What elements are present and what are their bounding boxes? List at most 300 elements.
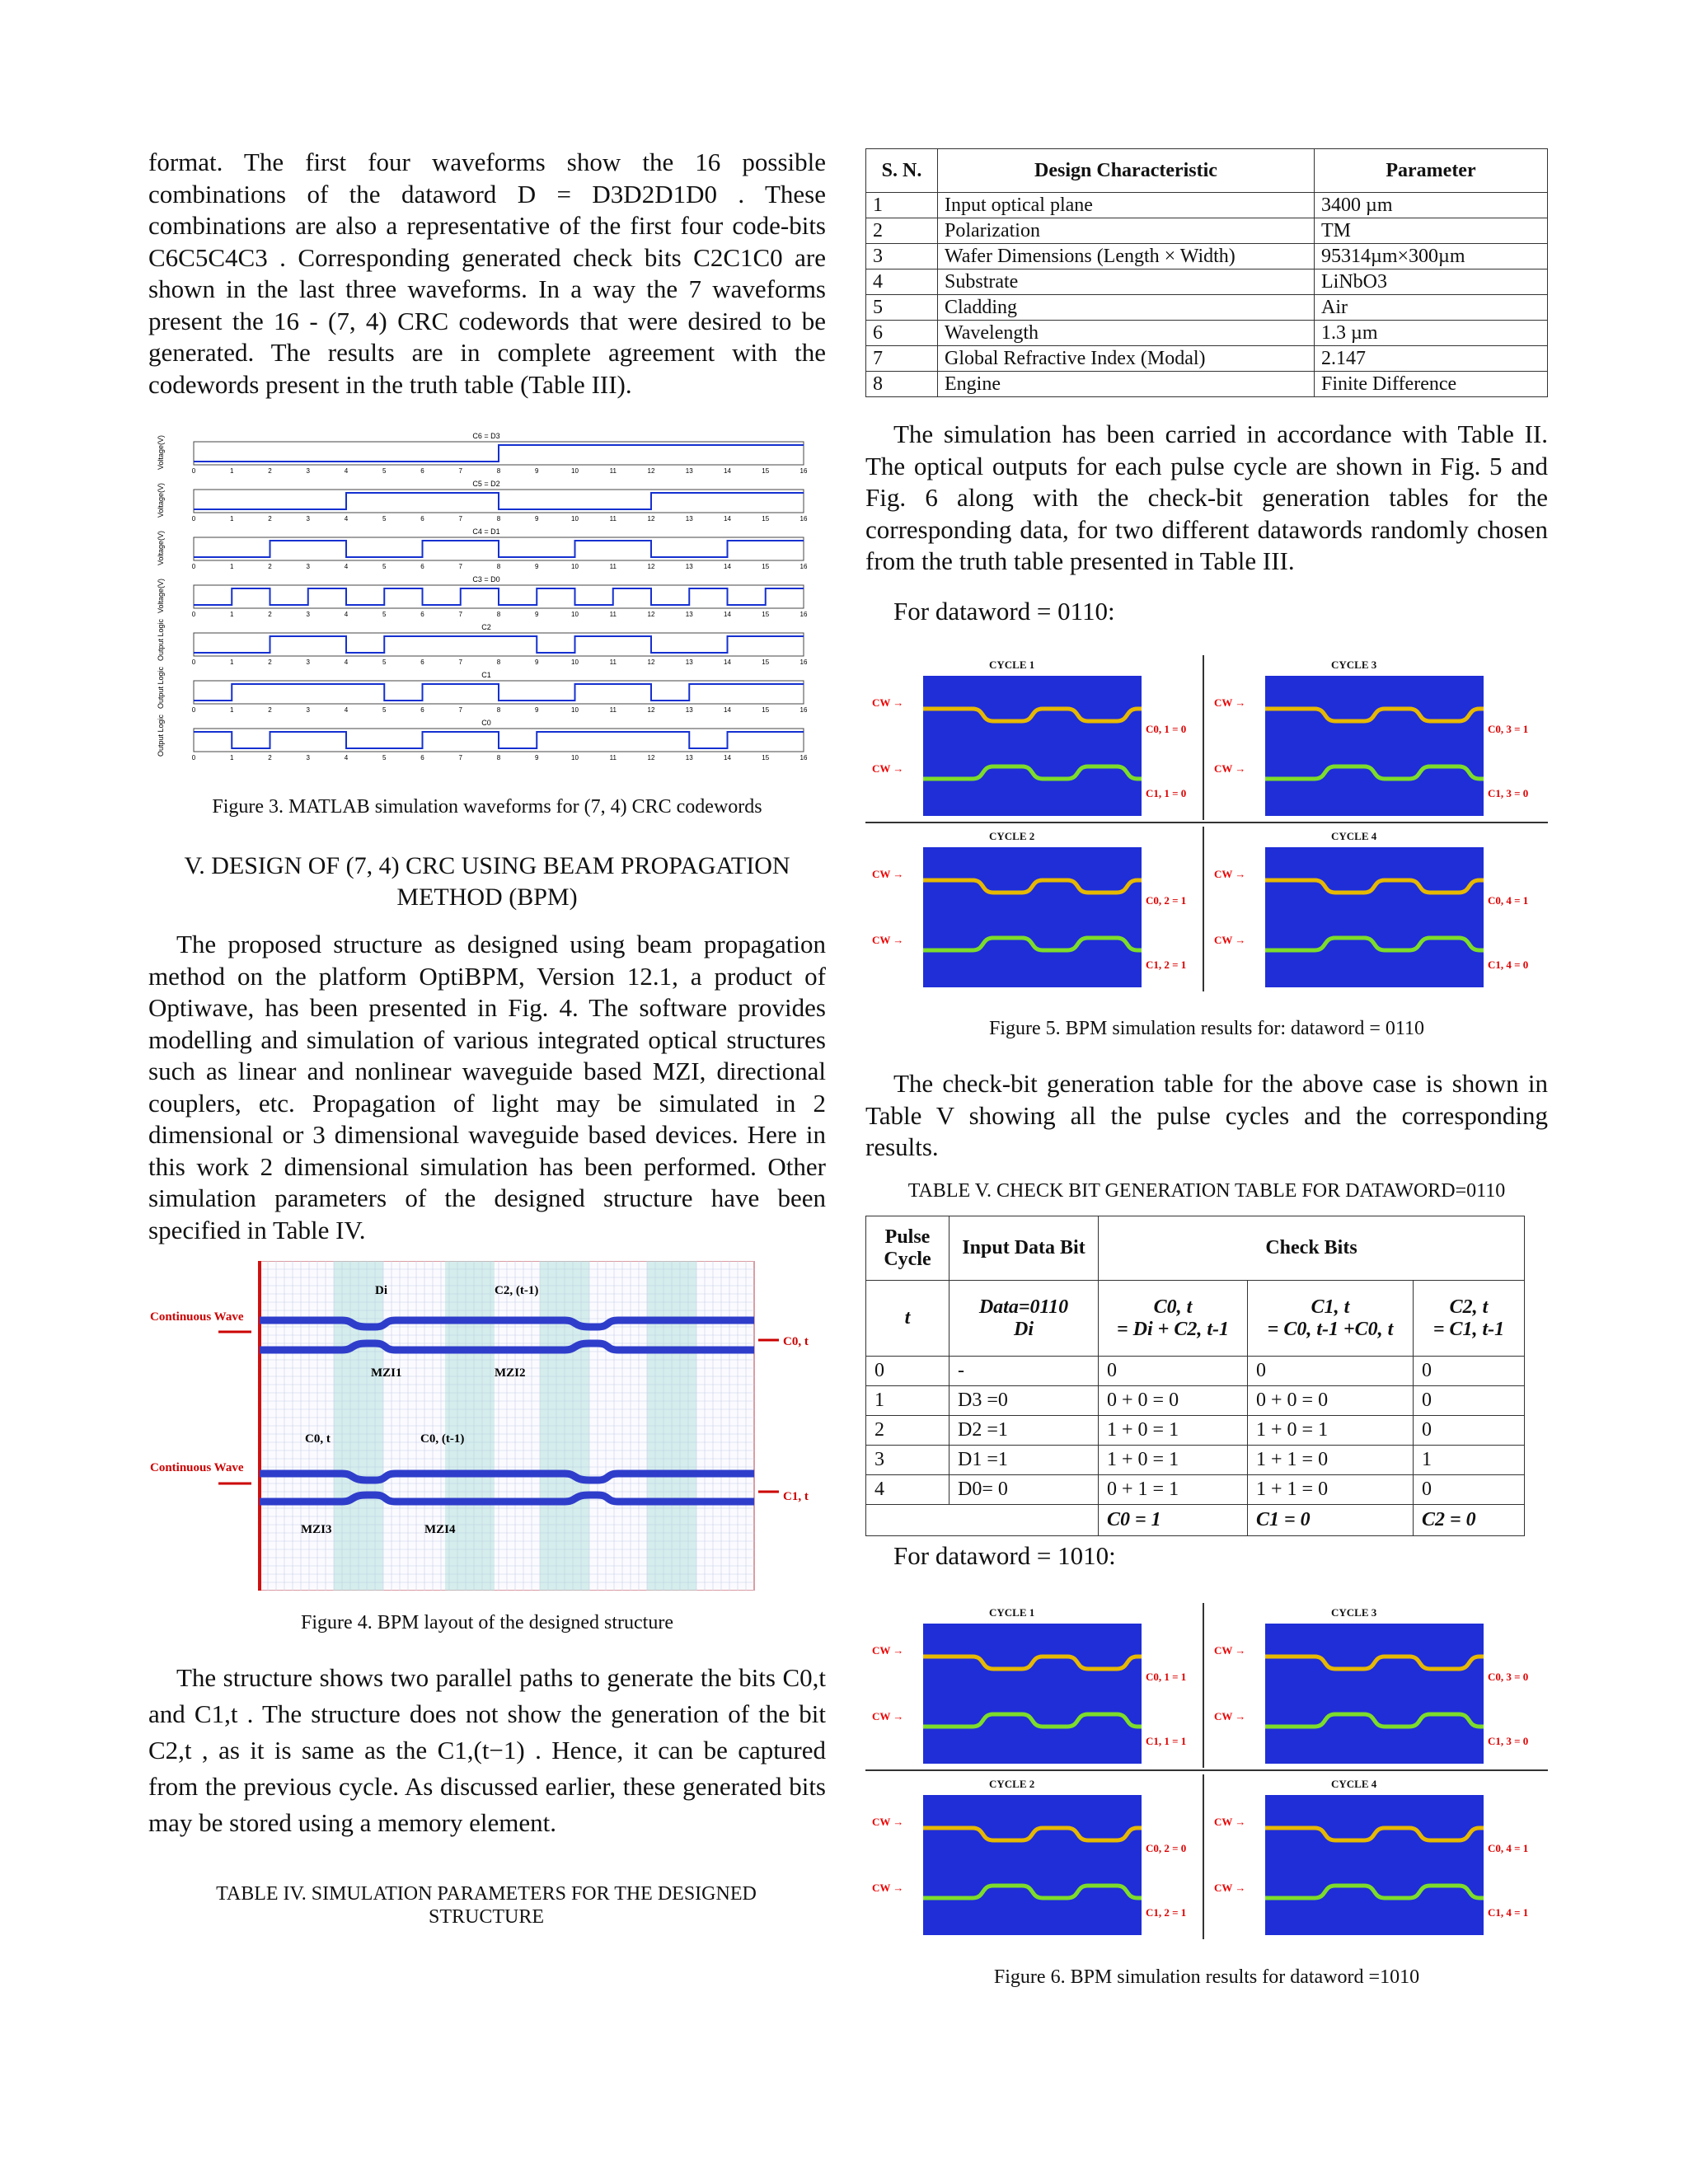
tick-label: 4 [344, 515, 349, 523]
mzi1-label: MZI1 [371, 1366, 402, 1380]
tick-label: 0 [191, 467, 196, 475]
tick-label: 9 [535, 515, 539, 523]
c2-label: C2, (t-1) [495, 1284, 539, 1297]
mzi4-label: MZI4 [424, 1523, 456, 1536]
tick-label: 2 [268, 563, 272, 570]
c0t1-label: C0, (t-1) [420, 1432, 465, 1446]
tick-label: 3 [306, 658, 310, 666]
table-4-title: TABLE IV. SIMULATION PARAMETERS FOR THE DESIGNED STRUCTURE [216, 1883, 757, 1928]
output-c0-label: C0, 1 = 0 [1146, 723, 1187, 735]
waveform-trace [194, 493, 804, 509]
tick-label: 11 [609, 706, 617, 714]
t4-header-sn: S. N. [866, 149, 938, 193]
c0t-label: C0, t [305, 1432, 331, 1446]
t5-cell: 1 + 1 = 0 [1248, 1475, 1414, 1505]
t5-cell: 0 [866, 1357, 950, 1386]
tick-label: 12 [647, 515, 655, 523]
tick-label: 6 [420, 754, 424, 762]
cw-input-label: CW → [1214, 868, 1246, 880]
continuous-wave-label-2: Continuous Wave [150, 1461, 244, 1474]
panel-divider [865, 822, 1548, 823]
tick-label: 16 [799, 611, 808, 618]
bpm-waveguides [923, 847, 1142, 987]
tick-label: 2 [268, 467, 272, 475]
bpm-panel [1265, 847, 1484, 987]
bpm-waveguides [923, 1624, 1142, 1764]
t4-cell: Substrate [938, 269, 1315, 295]
tick-label: 16 [799, 515, 808, 523]
table-row [866, 1416, 1525, 1446]
tick-label: 3 [306, 515, 310, 523]
t4-header-parameter: Parameter [1315, 149, 1548, 193]
t5-cell: 0 + 0 = 0 [1248, 1386, 1414, 1416]
t5-cell: 0 [1414, 1357, 1525, 1386]
tick-label: 3 [306, 754, 310, 762]
table-row [866, 1446, 1525, 1475]
tick-label: 15 [762, 754, 770, 762]
tick-label: 2 [268, 754, 272, 762]
output-c0-label: C0, 3 = 0 [1488, 1671, 1529, 1683]
panel-divider [1203, 655, 1204, 820]
waveform-ylabel: Voltage(V) [157, 434, 165, 470]
cw-input-label: CW → [1214, 762, 1246, 775]
tick-label: 13 [685, 706, 693, 714]
tick-label: 9 [535, 754, 539, 762]
tick-label: 7 [458, 611, 462, 618]
t5-result-c0: C0 = 1 [1099, 1505, 1248, 1536]
tick-label: 8 [496, 563, 501, 570]
table-row [866, 321, 1548, 346]
paragraph-structure: The structure shows two parallel paths to generate the bits C0,t and C1,t . The structure does not show the generation of the bit C2,t , as it is same as the C1,(t−1) . Hence, it can be captured from the previous cycle. As discussed earlier, these generated bits may be stored using a memory element. [148, 1663, 826, 1837]
t5-cell: D3 =0 [950, 1386, 1099, 1416]
waveform-title: C2 [481, 623, 491, 631]
figure-3-caption: Figure 3. MATLAB simulation waveforms for (7, 4) CRC codewords [212, 796, 762, 818]
tick-label: 4 [344, 706, 349, 714]
tick-label: 7 [458, 515, 462, 523]
figure-6-caption: Figure 6. BPM simulation results for dataword =1010 [993, 1966, 1420, 1988]
structure-paragraph-wrap [148, 1660, 826, 1841]
tick-label: 14 [724, 611, 731, 618]
tick-label: 5 [382, 706, 387, 714]
mzi-region [445, 1261, 495, 1591]
t5-cell: 3 [866, 1446, 950, 1475]
table-row [866, 346, 1548, 372]
bpm-panel [1265, 1624, 1484, 1764]
tick-label: 8 [496, 515, 501, 523]
t4-cell: 2 [866, 218, 938, 244]
output-c0-label: C0, 2 = 0 [1146, 1842, 1187, 1854]
output-c1-label: C1, 2 = 1 [1146, 1906, 1187, 1919]
t4-cell: Wavelength [938, 321, 1315, 346]
cw-input-label: CW → [872, 1816, 904, 1828]
table-row [866, 295, 1548, 321]
tick-label: 11 [609, 658, 617, 666]
tick-label: 13 [685, 563, 693, 570]
tick-label: 10 [571, 467, 579, 475]
figure-3-waveforms [157, 427, 816, 773]
t4-cell: 3400 µm [1315, 193, 1548, 218]
tick-label: 10 [571, 515, 579, 523]
waveform-ylabel: Output Logic [157, 714, 165, 757]
tick-label: 14 [724, 563, 731, 570]
t4-header-design: Design Characteristic [938, 149, 1315, 193]
bpm-waveguides [923, 676, 1142, 816]
output-c0-label: C0, 3 = 1 [1488, 723, 1529, 735]
table-row [866, 372, 1548, 397]
tick-label: 9 [535, 658, 539, 666]
cw-input-label: CW → [1214, 934, 1246, 946]
tick-label: 3 [306, 467, 310, 475]
t5-cell: D0= 0 [950, 1475, 1099, 1505]
t5-cell: 0 [1414, 1416, 1525, 1446]
t5-cell: 1 + 0 = 1 [1099, 1446, 1248, 1475]
t5-cell: 0 [1099, 1357, 1248, 1386]
tick-label: 1 [230, 754, 234, 762]
waveform-title: C0 [481, 719, 491, 727]
cw-input-label: CW → [872, 696, 904, 709]
tick-label: 12 [647, 754, 655, 762]
output-c1-label: C1, t [783, 1490, 809, 1503]
tick-label: 9 [535, 706, 539, 714]
tick-label: 14 [724, 706, 731, 714]
t4-cell: Global Refractive Index (Modal) [938, 346, 1315, 372]
dataword-1010-label: For dataword = 1010: [893, 1541, 1116, 1570]
tick-label: 3 [306, 611, 310, 618]
tick-label: 11 [609, 563, 617, 570]
bpm-waveguides [1265, 847, 1484, 987]
t4-cell: Input optical plane [938, 193, 1315, 218]
tick-label: 15 [762, 611, 770, 618]
t4-cell: 1.3 µm [1315, 321, 1548, 346]
tick-label: 7 [458, 754, 462, 762]
tick-label: 5 [382, 658, 387, 666]
t5-cell: 4 [866, 1475, 950, 1505]
cw-input-label: CW → [872, 1644, 904, 1657]
t4-cell: LiNbO3 [1315, 269, 1548, 295]
t5-result-c2: C2 = 0 [1414, 1505, 1525, 1536]
figure-5 [865, 655, 1548, 1001]
left-column [148, 147, 826, 401]
table-row [866, 244, 1548, 269]
t5-cell: 0 + 0 = 0 [1099, 1386, 1248, 1416]
cw-input-label: CW → [1214, 696, 1246, 709]
tick-label: 11 [609, 754, 617, 762]
panel-divider [1203, 1774, 1204, 1939]
table-5-body [866, 1357, 1525, 1505]
tick-label: 9 [535, 467, 539, 475]
bpm-waveguides [1265, 1795, 1484, 1935]
output-c0-label: C0, 4 = 1 [1488, 894, 1529, 907]
t4-cell: 5 [866, 295, 938, 321]
waveform-title: C4 = D1 [472, 527, 500, 536]
cw-input-label: CW → [1214, 1816, 1246, 1828]
bpm-waveguides [1265, 1624, 1484, 1764]
tick-label: 14 [724, 658, 731, 666]
output-c1-label: C1, 4 = 1 [1488, 1906, 1529, 1919]
mzi-region [647, 1261, 696, 1591]
tick-label: 10 [571, 706, 579, 714]
tick-label: 6 [420, 467, 424, 475]
bpm-waveguides [923, 1795, 1142, 1935]
waveform-trace [194, 445, 804, 462]
tick-label: 15 [762, 563, 770, 570]
cw-input-label: CW → [872, 762, 904, 775]
paragraph-intro: format. The first four waveforms show the 16 possible combinations of the dataword D = D3D2D1D0 . These combinations are also a representative of the first four code-bits C6C5C4C3 . Corresponding generated check bits C2C1C0 are shown in the last three waveforms. In a way the 7 waveforms present the 16 - (7, 4) CRC codewords that were desired to be generated. The results are in complete agreement with the codewords present in the truth table (Table III). [148, 148, 826, 399]
t5-cell: 1 [1414, 1446, 1525, 1475]
tick-label: 14 [724, 467, 731, 475]
tick-label: 10 [571, 754, 579, 762]
bpm-panel [1265, 1795, 1484, 1935]
t5-h-pulse: Pulse Cycle [866, 1216, 950, 1281]
t5-h-input: Input Data Bit [950, 1216, 1099, 1281]
mzi-region [540, 1261, 589, 1591]
table-row [866, 269, 1548, 295]
waveform-title: C3 = D0 [472, 575, 500, 583]
tick-label: 6 [420, 515, 424, 523]
tick-label: 15 [762, 467, 770, 475]
mzi2-label: MZI2 [495, 1366, 526, 1380]
table-row [866, 1357, 1525, 1386]
t4-cell: 4 [866, 269, 938, 295]
waveform-title: C1 [481, 671, 491, 679]
table-4 [865, 148, 1548, 397]
tick-label: 4 [344, 754, 349, 762]
tick-label: 0 [191, 515, 196, 523]
table-row [866, 1386, 1525, 1416]
tick-label: 0 [191, 611, 196, 618]
t5-result-blank [866, 1505, 1099, 1536]
tick-label: 8 [496, 658, 501, 666]
tick-label: 13 [685, 658, 693, 666]
figure-4-layout [148, 1261, 832, 1591]
t5-cell: 1 + 0 = 1 [1248, 1416, 1414, 1446]
tick-label: 0 [191, 706, 196, 714]
figure-3 [157, 427, 816, 773]
t5-cell: 1 + 1 = 0 [1248, 1446, 1414, 1475]
tick-label: 11 [609, 515, 617, 523]
tick-label: 6 [420, 563, 424, 570]
cw-input-label: CW → [1214, 1882, 1246, 1894]
t5-h-c1: C1, t = C0, t-1 +C0, t [1248, 1281, 1414, 1357]
tick-label: 4 [344, 658, 349, 666]
cycle-title: CYCLE 2 [989, 830, 1035, 842]
tick-label: 15 [762, 658, 770, 666]
tick-label: 16 [799, 754, 808, 762]
t5-h-t: t [866, 1281, 950, 1357]
tick-label: 5 [382, 563, 387, 570]
output-c0-label: C0, 2 = 1 [1146, 894, 1187, 907]
tick-label: 16 [799, 563, 808, 570]
panel-divider [1203, 1603, 1204, 1768]
waveform-trace [194, 541, 804, 557]
tick-label: 1 [230, 563, 234, 570]
t5-cell: D2 =1 [950, 1416, 1099, 1446]
waveform-title: C6 = D3 [472, 432, 500, 440]
tick-label: 6 [420, 706, 424, 714]
cw-input-label: CW → [1214, 1710, 1246, 1722]
t4-cell: Wafer Dimensions (Length × Width) [938, 244, 1315, 269]
panel-divider [865, 1769, 1548, 1771]
paragraph-bpm: The proposed structure as designed using beam propagation method on the platform OptiBPM, Version 12.1, a product of Optiwave, has been presented in Fig. 4. The software provides modelling and simulation of various integrated optical structures such as linear and nonlinear waveguide based MZI, directional couplers, etc. Propagation of light may be simulated in 2 dimensional or 3 dimensional waveguide based devices. Here in this work 2 dimensional simulation has been performed. Other simulation parameters of the designed structure have been specified in Table IV. [148, 930, 826, 1244]
output-c0-label: C0, t [783, 1335, 809, 1348]
waveform-trace [194, 732, 804, 748]
bpm-panel [923, 1795, 1142, 1935]
tick-label: 6 [420, 658, 424, 666]
figure-6 [865, 1603, 1548, 1949]
tick-label: 2 [268, 515, 272, 523]
figure-5-caption: Figure 5. BPM simulation results for: dataword = 0110 [989, 1018, 1424, 1039]
tick-label: 11 [609, 611, 617, 618]
output-c1-label: C1, 1 = 0 [1146, 787, 1187, 799]
output-c0-label: C0, 1 = 1 [1146, 1671, 1187, 1683]
waveform-trace [194, 588, 804, 605]
t5-h-data: Data=0110 Di [950, 1281, 1099, 1357]
tick-label: 16 [799, 658, 808, 666]
cw-input-label: CW → [872, 868, 904, 880]
dataword-0110-label: For dataword = 0110: [893, 597, 1115, 626]
cycle-title: CYCLE 2 [989, 1778, 1035, 1790]
t5-h-c2: C2, t = C1, t-1 [1414, 1281, 1525, 1357]
tick-label: 15 [762, 515, 770, 523]
figure-4 [148, 1261, 832, 1591]
tick-label: 3 [306, 706, 310, 714]
t5-h-c0: C0, t = Di + C2, t-1 [1099, 1281, 1248, 1357]
panel-divider [1203, 827, 1204, 991]
cycle-title: CYCLE 1 [989, 1606, 1035, 1619]
t5-cell: 1 + 0 = 1 [1099, 1416, 1248, 1446]
tick-label: 1 [230, 658, 234, 666]
waveform-trace [194, 684, 804, 701]
t4-cell: 1 [866, 193, 938, 218]
waveform-ylabel: Output Logic [157, 666, 165, 709]
tick-label: 5 [382, 467, 387, 475]
tick-label: 9 [535, 563, 539, 570]
tick-label: 7 [458, 467, 462, 475]
tick-label: 7 [458, 706, 462, 714]
tick-label: 0 [191, 563, 196, 570]
tick-label: 5 [382, 515, 387, 523]
t4-cell: Finite Difference [1315, 372, 1548, 397]
paragraph-simulation: The simulation has been carried in accordance with Table II. The optical outputs for each pulse cycle are shown in Fig. 5 and Fig. 6 along with the check-bit generation tables for the corresponding data, for two different datawords randomly chosen from the truth table presented in Table III. [865, 419, 1548, 575]
mzi-region [334, 1261, 383, 1591]
waveform-ylabel: Output Logic [157, 618, 165, 661]
t4-cell: Cladding [938, 295, 1315, 321]
tick-label: 14 [724, 515, 731, 523]
di-label: Di [375, 1284, 387, 1297]
bpm-waveguides [1265, 676, 1484, 816]
tick-label: 8 [496, 706, 501, 714]
tick-label: 3 [306, 563, 310, 570]
t5-cell: - [950, 1357, 1099, 1386]
output-c1-label: C1, 1 = 1 [1146, 1735, 1187, 1747]
t5-cell: 1 [866, 1386, 950, 1416]
t5-result-c1: C1 = 0 [1248, 1505, 1414, 1536]
t4-cell: Polarization [938, 218, 1315, 244]
t4-cell: 2.147 [1315, 346, 1548, 372]
tick-label: 1 [230, 611, 234, 618]
tick-label: 6 [420, 611, 424, 618]
cycle-title: CYCLE 4 [1331, 1778, 1377, 1790]
tick-label: 4 [344, 611, 349, 618]
section-heading: V. DESIGN OF (7, 4) CRC USING BEAM PROPAGATION METHOD (BPM) [184, 852, 790, 911]
cw-input-label: CW → [872, 934, 904, 946]
tick-label: 8 [496, 467, 501, 475]
mzi3-label: MZI3 [301, 1523, 332, 1536]
t5-cell: 0 + 1 = 1 [1099, 1475, 1248, 1505]
bpm-panel [923, 676, 1142, 816]
tick-label: 10 [571, 658, 579, 666]
t5-cell: 0 [1414, 1386, 1525, 1416]
tick-label: 2 [268, 611, 272, 618]
tick-label: 9 [535, 611, 539, 618]
tick-label: 4 [344, 563, 349, 570]
t4-cell: 6 [866, 321, 938, 346]
table-5 [865, 1216, 1525, 1536]
tick-label: 14 [724, 754, 731, 762]
output-c1-label: C1, 4 = 0 [1488, 958, 1529, 971]
tick-label: 12 [647, 706, 655, 714]
bpm-panel [1265, 676, 1484, 816]
bpm-paragraph-wrap [148, 929, 826, 1246]
tick-label: 7 [458, 658, 462, 666]
tick-label: 8 [496, 754, 501, 762]
tick-label: 15 [762, 706, 770, 714]
cw-input-label: CW → [872, 1882, 904, 1894]
check-paragraph-wrap [865, 1068, 1548, 1164]
tick-label: 12 [647, 658, 655, 666]
t5-cell: 0 [1248, 1357, 1414, 1386]
tick-label: 10 [571, 563, 579, 570]
tick-label: 7 [458, 563, 462, 570]
t5-cell: 2 [866, 1416, 950, 1446]
tick-label: 4 [344, 467, 349, 475]
cycle-title: CYCLE 3 [1331, 1606, 1377, 1619]
figure-4-caption: Figure 4. BPM layout of the designed structure [301, 1612, 673, 1633]
cycle-title: CYCLE 3 [1331, 658, 1377, 671]
waveform-trace [194, 636, 804, 653]
t5-cell: D1 =1 [950, 1446, 1099, 1475]
cw-input-label: CW → [872, 1710, 904, 1722]
t4-cell: 8 [866, 372, 938, 397]
tick-label: 2 [268, 706, 272, 714]
tick-label: 16 [799, 467, 808, 475]
tick-label: 1 [230, 515, 234, 523]
cycle-title: CYCLE 4 [1331, 830, 1377, 842]
sim-paragraph-wrap [865, 419, 1548, 578]
t4-cell: TM [1315, 218, 1548, 244]
waveform-ylabel: Voltage(V) [157, 578, 165, 613]
output-c1-label: C1, 3 = 0 [1488, 787, 1529, 799]
tick-label: 8 [496, 611, 501, 618]
t4-cell: 3 [866, 244, 938, 269]
waveform-ylabel: Voltage(V) [157, 482, 165, 518]
table-row [866, 1475, 1525, 1505]
table-5-title: TABLE V. CHECK BIT GENERATION TABLE FOR DATAWORD=0110 [907, 1180, 1506, 1202]
tick-label: 16 [799, 706, 808, 714]
output-c0-label: C0, 4 = 1 [1488, 1842, 1529, 1854]
paragraph-check-bit: The check-bit generation table for the above case is shown in Table V showing all the pulse cycles and the corresponding results. [865, 1069, 1548, 1161]
tick-label: 13 [685, 515, 693, 523]
tick-label: 5 [382, 611, 387, 618]
tick-label: 10 [571, 611, 579, 618]
tick-label: 13 [685, 467, 693, 475]
t4-cell: Engine [938, 372, 1315, 397]
waveform-ylabel: Voltage(V) [157, 530, 165, 565]
waveform-title: C5 = D2 [472, 480, 500, 488]
tick-label: 0 [191, 754, 196, 762]
table-4-body [866, 193, 1548, 397]
cw-input-label: CW → [1214, 1644, 1246, 1657]
